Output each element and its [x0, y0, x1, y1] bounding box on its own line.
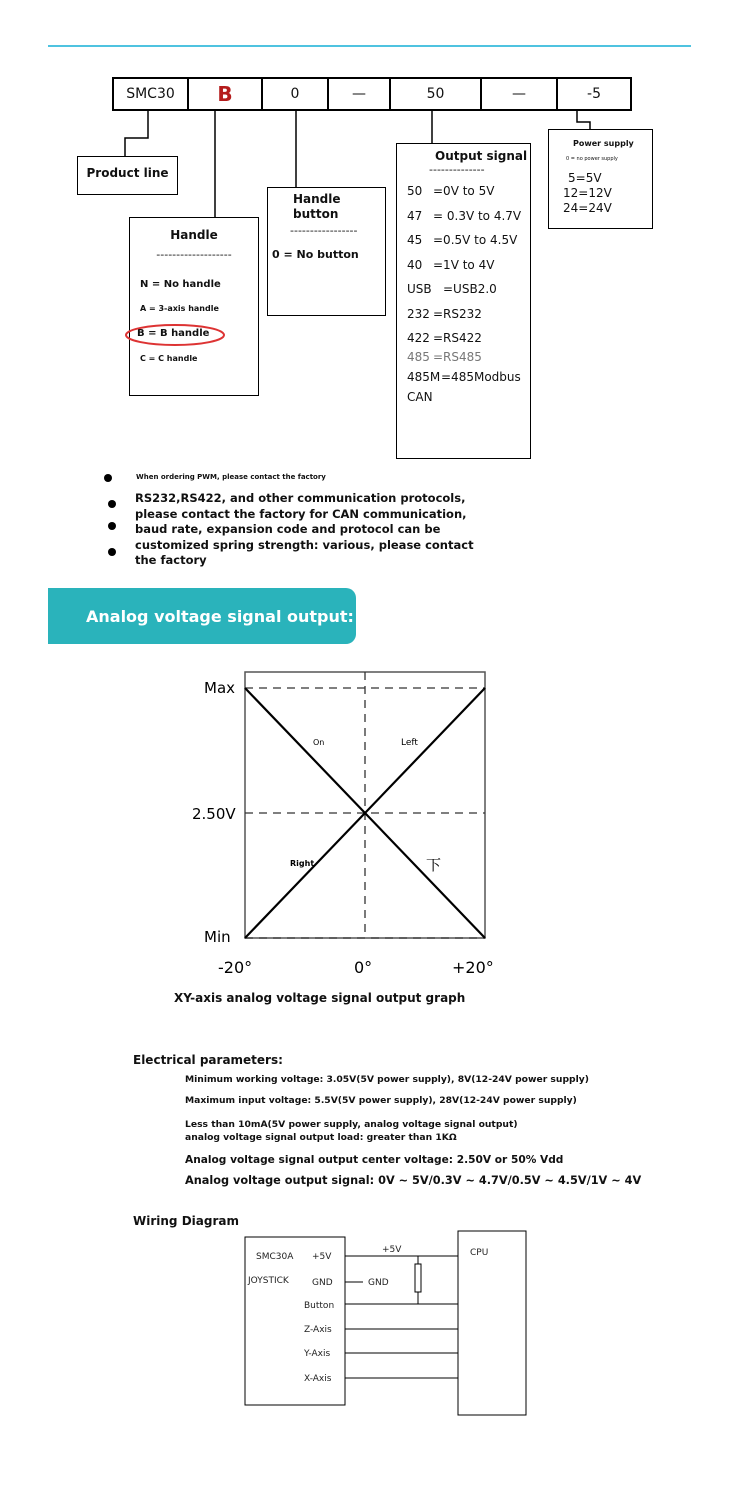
code-cell-power: -5 — [587, 86, 601, 102]
output-signal-value: =RS422 — [433, 331, 482, 345]
power-option-24v: 24=24V — [563, 201, 612, 215]
analog-output-banner — [48, 588, 356, 644]
pin-5v: +5V — [312, 1252, 332, 1262]
power-supply-subtitle: 0 = no power supply — [566, 156, 618, 162]
electrical-title: Electrical parameters: — [133, 1053, 283, 1067]
joystick-label-name: JOYSTICK — [248, 1276, 289, 1286]
product-line-label: Product line — [86, 166, 169, 180]
graph-caption: XY-axis analog voltage signal output graph — [174, 991, 466, 1005]
output-signal-code: 232 — [407, 307, 430, 321]
output-signal-code: 47 — [407, 209, 423, 223]
output-signal-row — [407, 307, 482, 321]
note-communication — [135, 491, 474, 569]
graph-label-mid: 2.50V — [192, 805, 236, 823]
output-signal-value: = 0.3V to 4.7V — [433, 209, 522, 223]
output-signal-value: =0.5V to 4.5V — [433, 233, 518, 247]
graph-label-x-min: -20° — [218, 958, 253, 977]
note-bullet-1 — [104, 474, 112, 482]
note-bullet-4 — [108, 548, 116, 556]
graph-line-label-down: 下 — [426, 856, 442, 874]
output-signal-value: =485Modbus — [441, 370, 521, 384]
output-signal-title: Output signal — [435, 149, 528, 163]
handle-dashes: ------------------- — [156, 248, 232, 261]
code-cell-series: SMC30 — [114, 79, 189, 109]
handle-button-title-1: Handle — [293, 192, 341, 206]
power-option-12v: 12=12V — [563, 186, 612, 200]
net-label-5v: +5V — [382, 1245, 402, 1255]
pullup-resistor — [415, 1264, 421, 1292]
handle-option-b: B = B handle — [137, 328, 210, 339]
graph-label-min: Min — [204, 928, 231, 946]
output-signal-value: =1V to 4V — [433, 258, 495, 272]
output-signal-row — [407, 370, 521, 384]
cpu-label: CPU — [470, 1248, 489, 1258]
note-line-1: RS232,RS422, and other communication protocols, — [135, 491, 466, 505]
cpu-box — [458, 1231, 526, 1415]
electrical-center-voltage: Analog voltage signal output center voltage: 2.50V or 50% Vdd — [185, 1154, 564, 1166]
output-signal-code: 50 — [407, 184, 423, 198]
b-handle-highlight-circle — [122, 321, 228, 349]
handle-button-option: 0 = No button — [272, 248, 359, 261]
output-signal-code: USB — [407, 282, 432, 296]
output-signal-box — [396, 143, 531, 459]
code-cell-button: 0 — [263, 79, 329, 109]
handle-title: Handle — [170, 228, 218, 242]
electrical-min-voltage: Minimum working voltage: 3.05V(5V power supply), 8V(12-24V power supply) — [185, 1074, 589, 1085]
code-cell-handle: B — [189, 79, 263, 109]
pin-y-axis: Y-Axis — [304, 1349, 331, 1359]
output-signal-code: CAN — [407, 390, 433, 404]
handle-option-a: A = 3-axis handle — [140, 304, 219, 313]
power-supply-list — [563, 171, 612, 216]
output-signal-value: =RS485 — [433, 350, 482, 364]
output-signal-value: =USB2.0 — [443, 282, 497, 296]
handle-button-dashes: ----------------- — [290, 224, 358, 237]
graph-line-label-right: Right — [290, 859, 315, 868]
pin-button: Button — [304, 1301, 335, 1311]
output-signal-code: 40 — [407, 258, 423, 272]
analog-output-banner-label: Analog voltage signal output: — [86, 606, 354, 626]
output-signal-value: =RS232 — [433, 307, 482, 321]
xy-output-graph — [180, 660, 510, 980]
output-signal-code: 422 — [407, 331, 430, 345]
electrical-max-voltage: Maximum input voltage: 5.5V(5V power supply), 28V(12-24V power supply) — [185, 1095, 577, 1106]
code-cell-dash-2: — — [482, 79, 558, 109]
graph-line-label-on: On — [313, 738, 325, 747]
handle-button-title-2: button — [293, 207, 339, 221]
pin-gnd: GND — [312, 1278, 333, 1288]
note-bullet-3 — [108, 522, 116, 530]
graph-line-label-left: Left — [401, 738, 418, 748]
graph-label-x-max: +20° — [452, 958, 494, 977]
wiring-diagram — [240, 1230, 530, 1420]
note-line-5: the factory — [135, 553, 207, 567]
power-supply-box — [548, 129, 653, 229]
output-signal-code: 45 — [407, 233, 423, 247]
output-signal-code: 485 — [407, 350, 430, 364]
code-cell-dash-1: — — [329, 79, 391, 109]
wiring-title: Wiring Diagram — [133, 1214, 239, 1228]
output-signal-row — [407, 258, 494, 272]
pin-z-axis: Z-Axis — [304, 1325, 332, 1335]
pin-x-axis: X-Axis — [304, 1374, 332, 1384]
output-signal-row — [407, 331, 482, 345]
output-signal-row — [407, 390, 433, 404]
electrical-current: Less than 10mA(5V power supply, analog voltage signal output) — [185, 1119, 518, 1130]
product-line-box — [77, 156, 178, 195]
output-signal-row — [407, 209, 521, 223]
output-signal-code: 485M — [407, 370, 441, 384]
note-line-2: please contact the factory for CAN communication, — [135, 506, 467, 521]
output-signal-dashes: -------------- — [429, 163, 485, 176]
net-label-gnd: GND — [368, 1278, 389, 1288]
graph-label-max: Max — [204, 679, 236, 697]
joystick-label-model: SMC30A — [256, 1252, 294, 1262]
handle-option-c: C = C handle — [140, 354, 198, 363]
output-signal-row — [407, 350, 482, 364]
output-signal-row — [407, 233, 517, 247]
electrical-output-signal: Analog voltage output signal: 0V ~ 5V/0.3V ~ 4.7V/0.5V ~ 4.5V/1V ~ 4V — [185, 1174, 642, 1187]
power-option-5v: 5=5V — [568, 171, 602, 185]
note-bullet-2 — [108, 500, 116, 508]
electrical-load: analog voltage signal output load: greater than 1KΩ — [185, 1132, 457, 1143]
handle-button-box — [267, 187, 386, 316]
note-line-4: customized spring strength: various, please contact — [135, 537, 474, 552]
note-pwm: When ordering PWM, please contact the factory — [136, 473, 326, 481]
note-line-3: baud rate, expansion code and protocol can be — [135, 522, 441, 536]
handle-option-n: N = No handle — [140, 279, 221, 290]
power-supply-title: Power supply — [573, 139, 634, 148]
output-signal-value: =0V to 5V — [433, 184, 495, 198]
graph-label-x-zero: 0° — [354, 958, 373, 977]
code-cell-output: 50 — [391, 79, 482, 109]
output-signal-row — [407, 184, 494, 198]
output-signal-row — [407, 282, 497, 296]
handle-box — [129, 217, 259, 396]
